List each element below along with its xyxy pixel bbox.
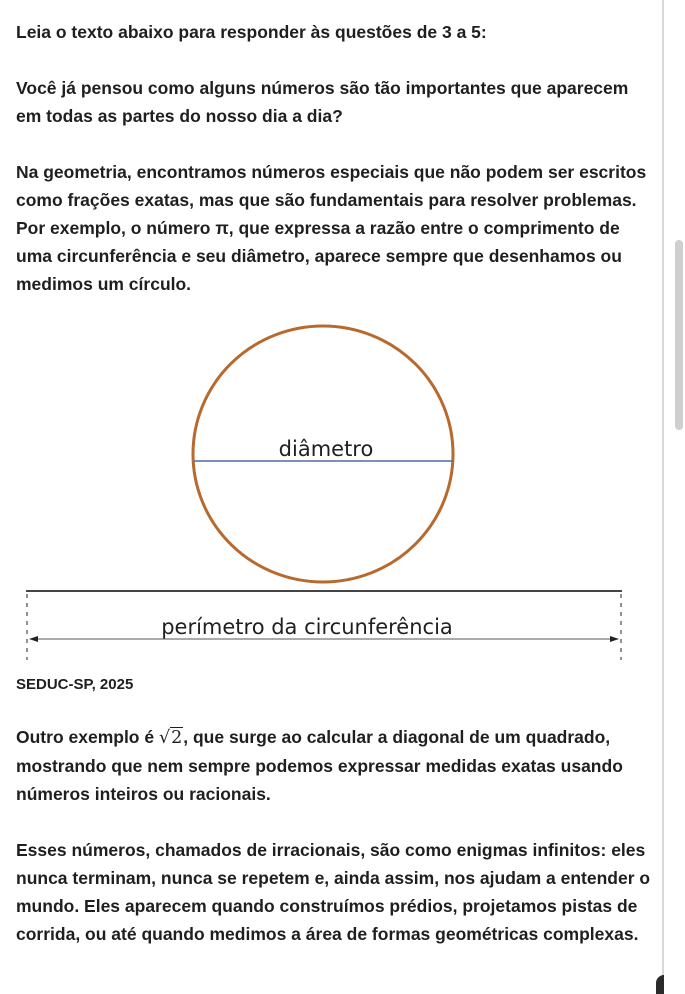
paragraph-geometry: Na geometria, encontramos números especiais que não podem ser escritos como frações exatas, mas que são fundamentais para resolver problemas. Por exemplo, o número π, que expressa a razão entre o comprimento de uma circunferência e seu diâmetro, aparece sempre que desenhamos ou medimos um círculo. — [16, 162, 647, 294]
perimeter-arrow-left — [29, 636, 38, 642]
page-corner — [656, 975, 664, 994]
sqrt-two-expression — [159, 724, 183, 752]
instruction-heading: Leia o texto abaixo para responder às questões de 3 a 5: — [16, 22, 487, 42]
paragraph-sqrt-example — [16, 723, 656, 808]
perimeter-label: perímetro da circunferência — [161, 615, 453, 639]
scrollbar-track[interactable] — [672, 0, 685, 994]
perimeter-arrow-right — [610, 636, 619, 642]
page-edge — [662, 0, 664, 994]
sqrt-symbol: √ — [158, 728, 171, 748]
circle-figure — [0, 320, 664, 665]
sqrt-argument: 2 — [171, 728, 183, 748]
circle-diagram — [0, 320, 664, 665]
scrollbar-thumb[interactable] — [675, 240, 683, 430]
figure-source: SEDUC-SP, 2025 — [16, 676, 134, 693]
paragraph-irrationals: Esses números, chamados de irracionais, são como enigmas infinitos: eles nunca terminam, nunca se repetem e, ainda assim, nos ajudam a entender o mundo. Eles aparecem quando construímos prédios, projetamos pistas de corrida, ou até quando medimos a área de formas geométricas complexas. — [16, 840, 651, 944]
paragraph-sqrt-before: Outro exemplo é — [16, 727, 159, 747]
paragraph-sqrt-after: , que surge ao calcular a diagonal de um quadrado, mostrando que nem sempre podemos expressar medidas exatas usando números inteiros ou racionais. — [16, 727, 623, 804]
paragraph-intro: Você já pensou como alguns números são tão importantes que aparecem em todas as partes do nosso dia a dia? — [16, 78, 629, 126]
diameter-label: diâmetro — [278, 437, 374, 461]
